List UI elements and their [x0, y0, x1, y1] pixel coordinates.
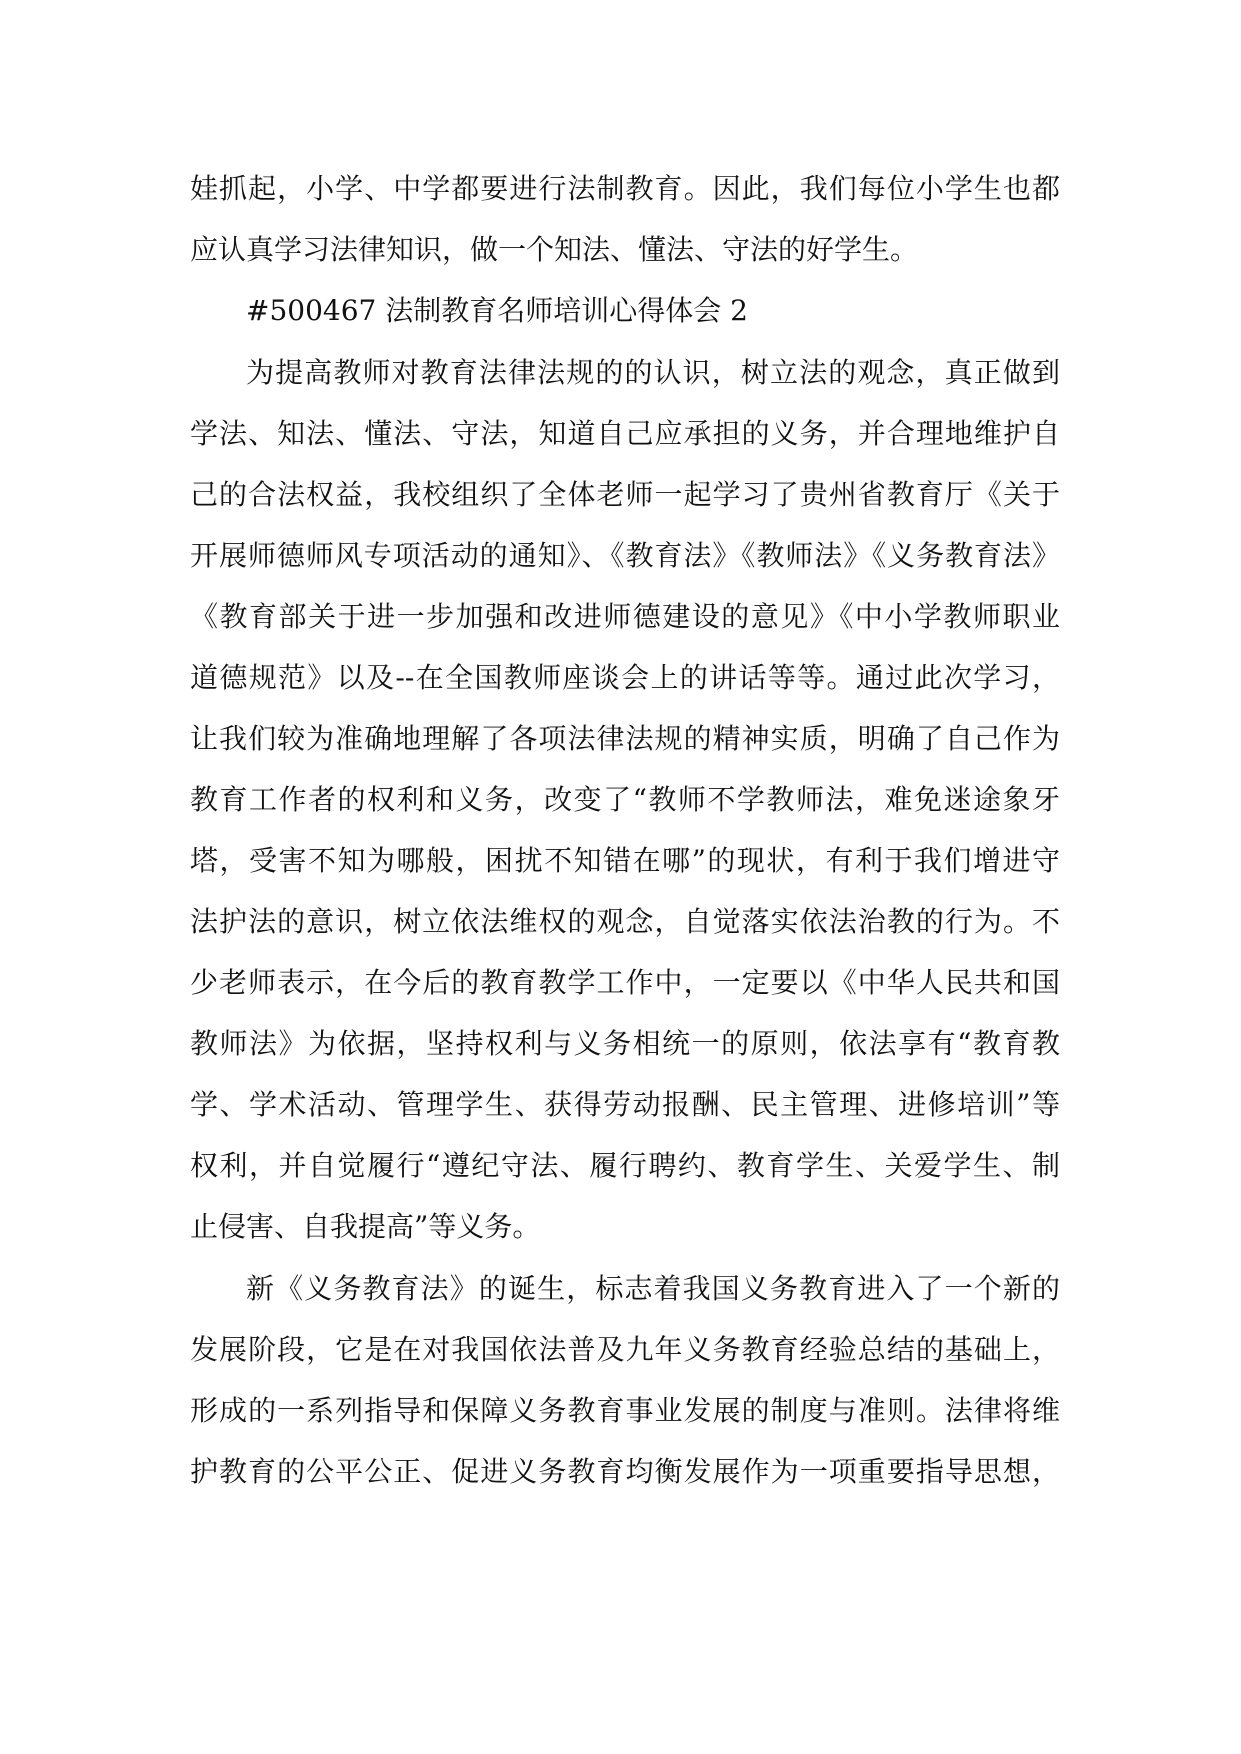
text-line: 教师法》为依据，坚持权利与义务相统一的原则，依法享有“教育教 — [190, 1027, 1060, 1060]
text-line: 娃抓起，小学、中学都要进行法制教育。因此，我们每位小学生也都 — [190, 172, 1060, 205]
text-line: 法护法的意识，树立依法维权的观念，自觉落实依法治教的行为。不 — [190, 905, 1060, 938]
text-line: 《教育部关于进一步加强和改进师德建设的意见》《中小学教师职业 — [190, 600, 1060, 633]
section-heading: #500467 法制教育名师培训心得体会 2 — [246, 294, 748, 327]
text-line: 新《义务教育法》的诞生，标志着我国义务教育进入了一个新的 — [246, 1272, 1060, 1305]
text-line: 学、学术活动、管理学生、获得劳动报酬、民主管理、进修培训”等 — [190, 1088, 1060, 1121]
text-line: 止侵害、自我提高”等义务。 — [190, 1210, 541, 1243]
text-line: 护教育的公平公正、促进义务教育均衡发展作为一项重要指导思想， — [190, 1455, 1060, 1488]
text-line: 塔，受害不知为哪般，困扰不知错在哪”的现状，有利于我们增进守 — [190, 844, 1060, 877]
text-line: 形成的一系列指导和保障义务教育事业发展的制度与准则。法律将维 — [190, 1394, 1060, 1427]
text-line: 发展阶段，它是在对我国依法普及九年义务教育经验总结的基础上， — [190, 1333, 1060, 1366]
text-line: 开展师德师风专项活动的通知》、《教育法》《教师法》《义务教育法》 — [190, 539, 1060, 572]
text-line: 少老师表示，在今后的教育教学工作中，一定要以《中华人民共和国 — [190, 966, 1060, 999]
text-line: 己的合法权益，我校组织了全体老师一起学习了贵州省教育厅《关于 — [190, 478, 1060, 511]
text-line: 权利，并自觉履行“遵纪守法、履行聘约、教育学生、关爱学生、制 — [190, 1149, 1060, 1182]
text-line: 应认真学习法律知识，做一个知法、懂法、守法的好学生。 — [190, 233, 919, 266]
text-line: 道德规范》以及--在全国教师座谈会上的讲话等等。通过此次学习， — [190, 661, 1060, 694]
text-line: 学法、知法、懂法、守法，知道自己应承担的义务，并合理地维护自 — [190, 417, 1060, 450]
text-line: 为提高教师对教育法律法规的的认识，树立法的观念，真正做到 — [246, 356, 1060, 389]
text-line: 教育工作者的权利和义务，改变了“教师不学教师法，难免迷途象牙 — [190, 783, 1060, 816]
text-line: 让我们较为准确地理解了各项法律法规的精神实质，明确了自己作为 — [190, 722, 1060, 755]
